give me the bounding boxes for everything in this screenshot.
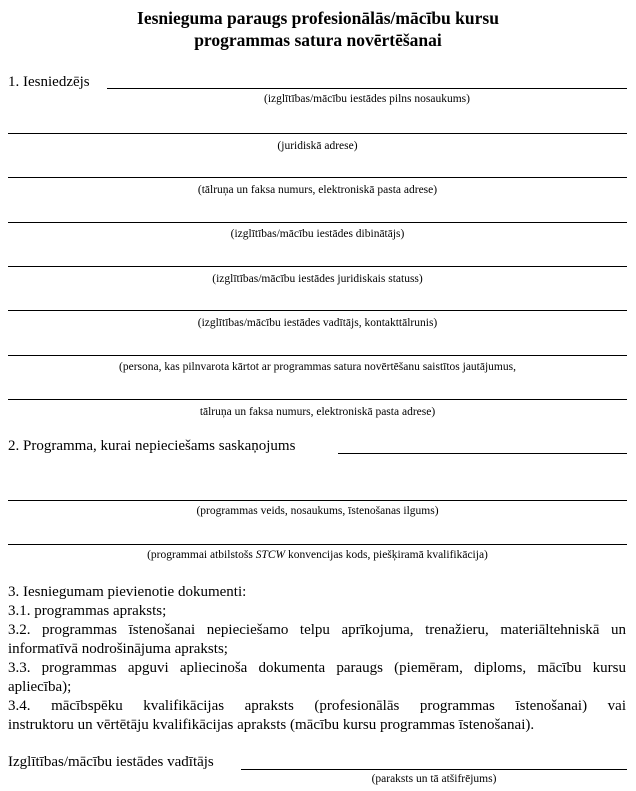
- stcw-code-hint: (programmai atbilstošs STCW konvencijas kods, piešķiramā kvalifikācija): [147, 549, 488, 561]
- document-item-3-4-line-2: instruktoru un vērtētāju kvalifikācijas apraksts (mācību kursu programmas īstenošanai).: [8, 717, 535, 733]
- phone-fax-email-line[interactable]: [8, 177, 627, 178]
- document-item-3-3-line-1: 3.3. programmas apguvi apliecinoša dokumenta paraugs (piemēram, diploms, mācību kursu: [8, 660, 626, 676]
- document-item-3-3-line-2: apliecība);: [8, 679, 72, 695]
- signature-hint: (paraksts un tā atšifrējums): [371, 773, 497, 785]
- form-title-line-2: programmas satura novērtēšanai: [194, 30, 442, 50]
- legal-status-hint: (izglītības/mācību iestādes juridiskais statuss): [212, 273, 423, 285]
- signature-line[interactable]: [241, 769, 627, 770]
- founder-line[interactable]: [8, 222, 627, 223]
- document-item-3-4-line-1: 3.4. mācībspēku kvalifikācijas apraksts (profesionālās programmas īstenošanai) vai: [8, 698, 626, 714]
- legal-address-line[interactable]: [8, 133, 627, 134]
- authorized-person-line[interactable]: [8, 355, 627, 356]
- head-signature-label: Izglītības/mācību iestādes vadītājs: [8, 754, 214, 770]
- programme-details-line[interactable]: [8, 500, 627, 501]
- phone-fax-email-hint: (tālruņa un faksa numurs, elektroniskā pasta adrese): [197, 184, 438, 196]
- legal-status-line[interactable]: [8, 266, 627, 267]
- document-item-3-2-line-1: 3.2. programmas īstenošanai nepieciešamo telpu aprīkojuma, trenažieru, materiāltehniskā un: [8, 622, 626, 638]
- documents-heading: 3. Iesniegumam pievienotie dokumenti:: [8, 584, 247, 600]
- founder-hint: (izglītības/mācību iestādes dibinātājs): [230, 228, 405, 240]
- stcw-code-line[interactable]: [8, 544, 627, 545]
- document-item-3-2-line-2: informatīvā nodrošinājuma apraksts;: [8, 641, 228, 657]
- head-contact-line[interactable]: [8, 310, 627, 311]
- authorized-person-hint: (persona, kas pilnvarota kārtot ar programmas satura novērtēšanu saistītos jautājumus,: [119, 361, 516, 373]
- document-item-3-1: 3.1. programmas apraksts;: [8, 603, 167, 619]
- head-contact-hint: (izglītības/mācību iestādes vadītājs, kontakttālrunis): [197, 317, 438, 329]
- form-title-line-1: Iesnieguma paraugs profesionālās/mācību kursu: [137, 8, 499, 28]
- programme-details-hint: (programmas veids, nosaukums, īstenošanas ilgums): [196, 505, 439, 517]
- legal-address-hint: (juridiskā adrese): [277, 140, 358, 152]
- institution-name-line[interactable]: [107, 88, 627, 89]
- programme-label: 2. Programma, kurai nepieciešams saskaņojums: [8, 438, 296, 454]
- applicant-label: 1. Iesniedzējs: [8, 74, 90, 90]
- authorized-contact-line[interactable]: [8, 399, 627, 400]
- programme-line[interactable]: [338, 453, 627, 454]
- authorized-contact-hint: tālruņa un faksa numurs, elektroniskā pasta adrese): [199, 406, 436, 418]
- institution-name-hint: (izglītības/mācību iestādes pilns nosaukums): [263, 93, 470, 105]
